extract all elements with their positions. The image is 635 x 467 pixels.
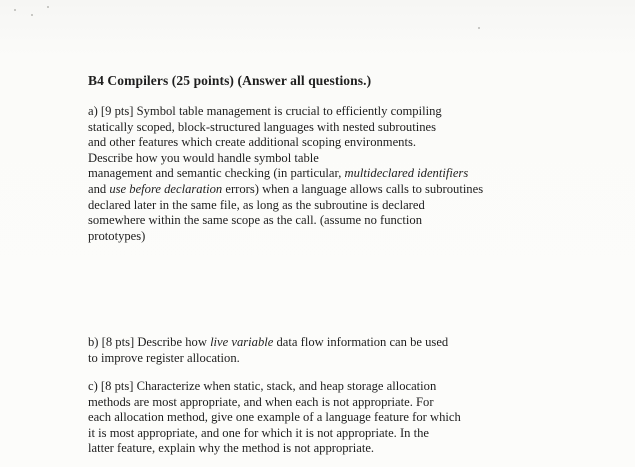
exam-heading: B4 Compilers (25 points) (Answer all questions.) <box>88 73 372 88</box>
question-a-line: statically scoped, block-structured languages with nested subroutines <box>88 119 436 134</box>
question-c-line: it is most appropriate, and one for which it is not appropriate. In the <box>88 425 429 440</box>
question-a-emphasis: multideclared identifiers <box>344 166 469 181</box>
question-b-line <box>88 335 448 351</box>
question-b-emphasis: live variable <box>210 335 274 349</box>
scan-speck <box>47 6 49 8</box>
question-a-line: and other features which create additional scoping environments. <box>88 135 417 150</box>
scan-speck <box>31 14 33 16</box>
question-a-line <box>88 182 483 198</box>
question-c-line: each allocation method, give one example of a language feature for which <box>88 410 461 425</box>
question-a-text: management and semantic checking (in particular, <box>88 166 345 181</box>
question-a-line: somewhere within the same scope as the call. (assume no function <box>88 213 422 228</box>
question-a-emphasis: use before declaration <box>109 181 223 196</box>
question-a-line <box>88 166 483 182</box>
question-a-line: prototypes) <box>88 228 146 243</box>
question-b-text: data flow information can be used <box>273 335 449 349</box>
question-c-line: methods are most appropriate, and when each is not appropriate. For <box>88 394 434 409</box>
question-a-line: a) [9 pts] Symbol table management is crucial to efficiently compiling <box>88 104 442 118</box>
question-a-line: Describe how you would handle symbol table <box>88 150 319 165</box>
question-a-line: declared later in the same file, as long as the subroutine is declared <box>88 197 425 212</box>
question-c-line: latter feature, explain why the method is not appropriate. <box>88 441 375 456</box>
question-b-text: b) [8 pts] Describe how <box>88 335 211 349</box>
question-c <box>88 379 461 457</box>
question-c-line: c) [8 pts] Characterize when static, stack, and heap storage allocation <box>88 379 437 393</box>
question-b-line: to improve register allocation. <box>88 350 240 365</box>
scan-speck <box>14 9 16 11</box>
question-a-text: and <box>88 181 110 196</box>
scan-speck <box>478 27 480 29</box>
question-a <box>88 104 483 244</box>
question-a-text: errors) when a language allows calls to subroutines <box>222 181 484 196</box>
question-b <box>88 335 448 366</box>
